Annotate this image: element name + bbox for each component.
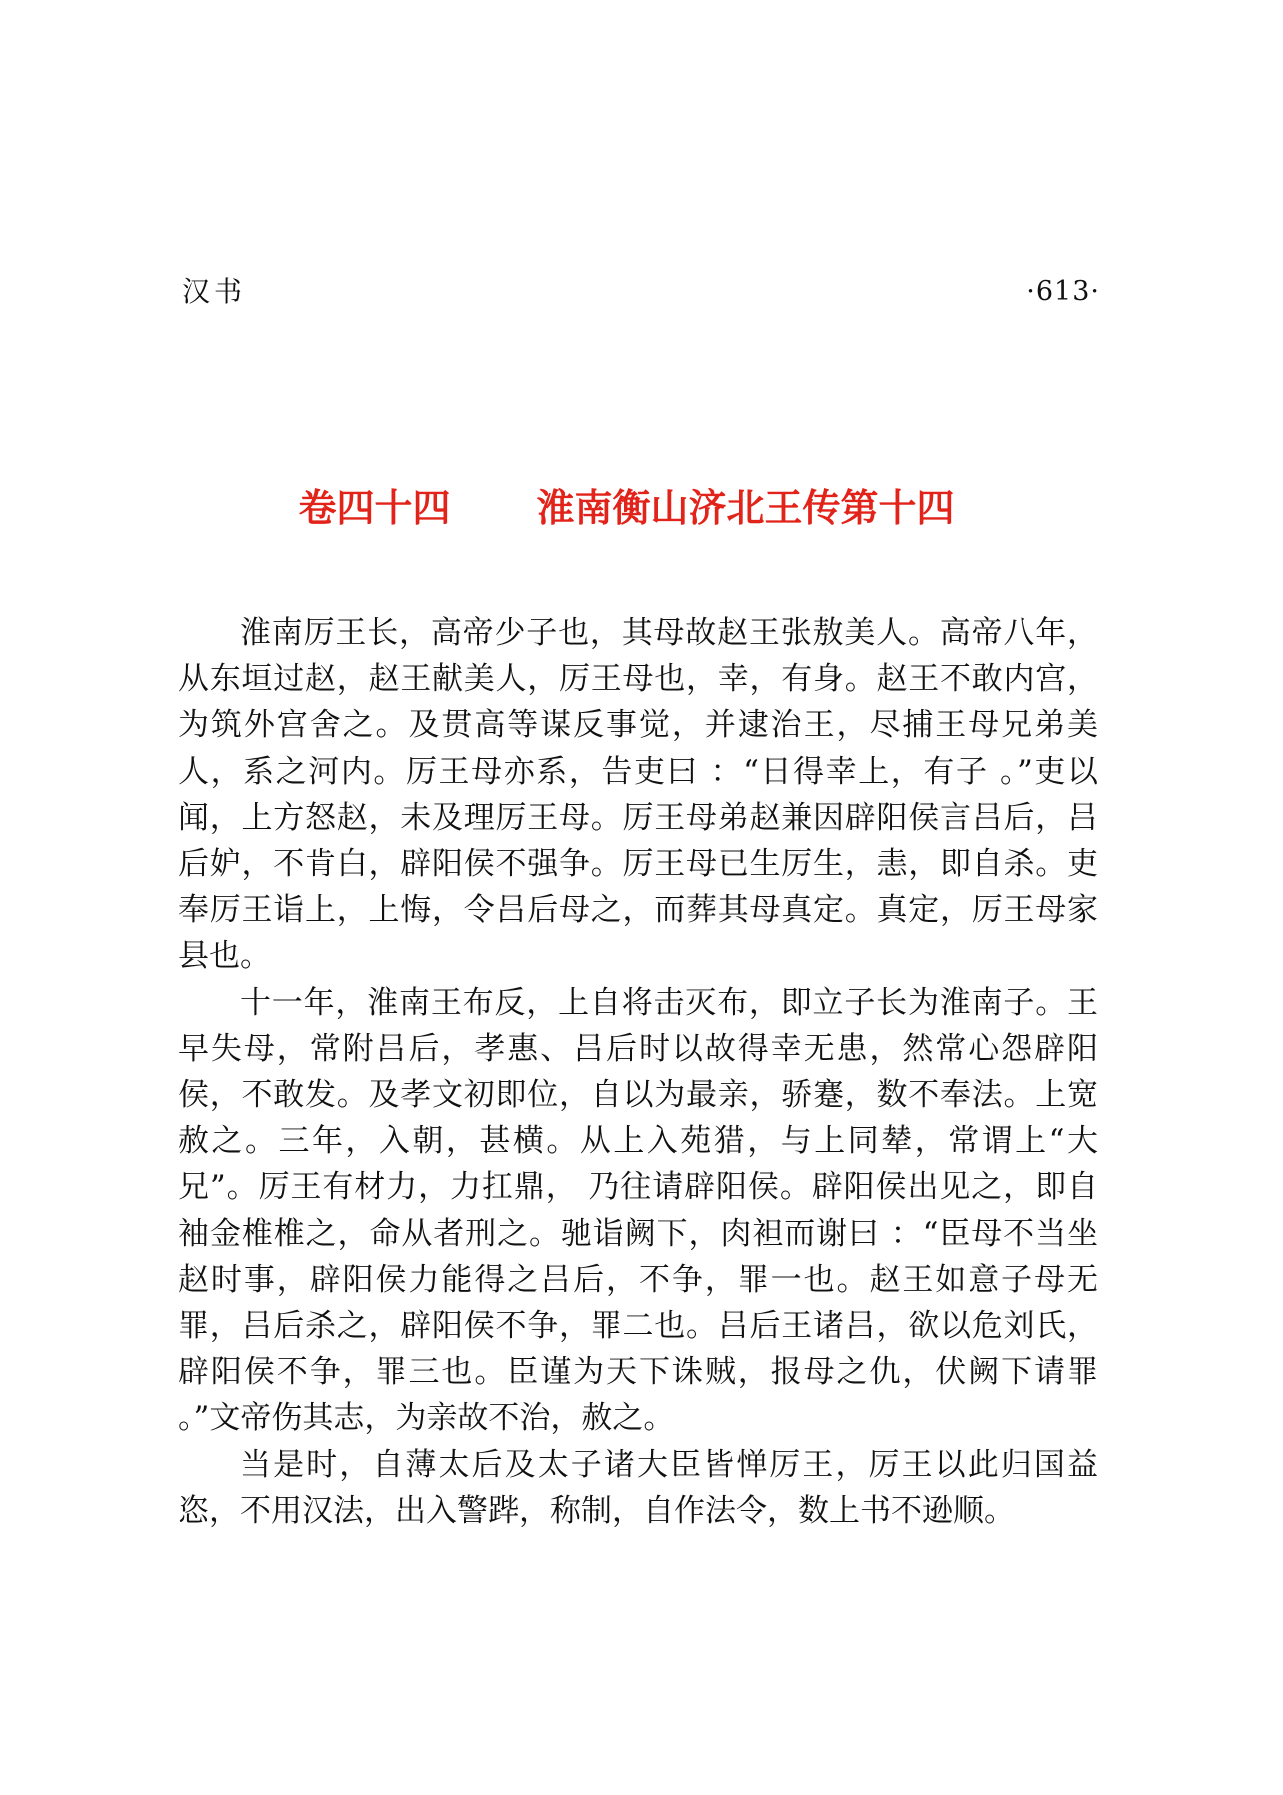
body-text bbox=[178, 610, 1098, 1534]
running-head bbox=[182, 272, 1100, 312]
book-name: 汉书 bbox=[182, 275, 247, 308]
chapter-title bbox=[0, 483, 1283, 533]
page-number: ·613· bbox=[1026, 276, 1100, 307]
chapter-name: 淮南衡山济北王传第十四 bbox=[536, 486, 955, 531]
paragraph: 当是时，自薄太后及太子诸大臣皆惮厉王，厉王以此归国益恣，不用汉法，出入警跸，称制，自作法令，数上书不逊顺。 bbox=[178, 1446, 1098, 1529]
chapter-volume: 卷四十四 bbox=[298, 486, 451, 531]
paragraph: 淮南厉王长，高帝少子也，其母故赵王张敖美人。高帝八年，从东垣过赵，赵王献美人，厉王母也，幸，有身。赵王不敢内宫，为筑外宫舍之。及贯高等谋反事觉，并逮治王，尽捕王母兄弟美人，系之河内。厉王母亦系，告吏曰 ：“日得幸上，有子 。”吏以闻，上方怒赵，未及理厉王母。厉王母弟赵兼因辟阳侯言吕后，吕后妒，不肯白，辟阳侯不强争。厉王母已生厉生，恚，即自杀。吏奉厉王诣上，上悔，令吕后母之，而葬其母真定。真定，厉王母家县也。 bbox=[178, 615, 1098, 975]
paragraph: 十一年，淮南王布反，上自将击灭布，即立子长为淮南子。王早失母，常附吕后，孝惠、吕后时以故得幸无患，然常心怨辟阳侯，不敢发。及孝文初即位，自以为最亲，骄蹇，数不奉法。上宽赦之。三年，入朝，甚横。从上入苑猎，与上同辇，常谓上“大兄”。厉王有材力，力扛鼎， 乃往请辟阳侯。辟阳侯出见之，即自袖金椎椎之，命从者刑之。驰诣阙下，肉袒而谢曰 ：“臣母不当坐赵时事，辟阳侯力能得之吕后，不争，罪一也。赵王如意子母无罪，吕后杀之，辟阳侯不争，罪二也。吕后王诸吕，欲以危刘氏，辟阳侯不争，罪三也。臣谨为天下诛贼，报母之仇，伏阙下请罪 。”文帝伤其志，为亲故不治，赦之。 bbox=[178, 984, 1098, 1437]
